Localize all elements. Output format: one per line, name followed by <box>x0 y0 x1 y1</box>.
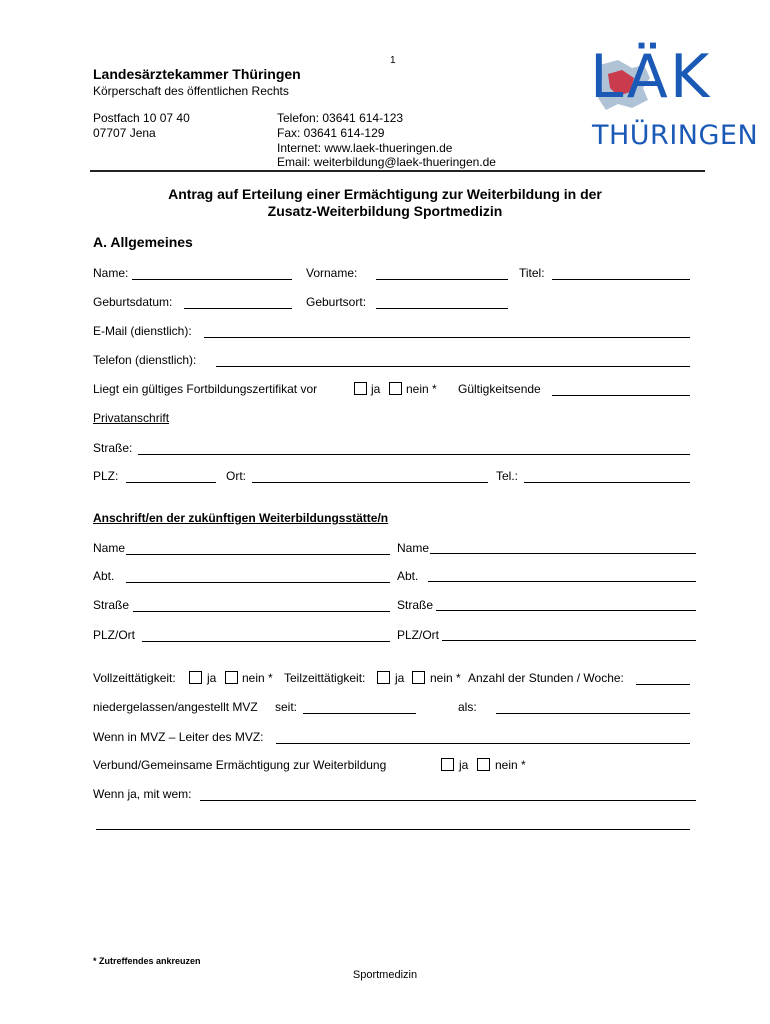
label-mvz-leiter: Wenn in MVZ – Leiter des MVZ: <box>93 730 264 744</box>
field-vorname[interactable] <box>376 279 508 280</box>
form-title-line-1: Antrag auf Erteilung einer Ermächtigung zur Weiterbildung in der <box>168 186 602 202</box>
field-strasse-staette-2[interactable] <box>436 610 696 611</box>
field-seit[interactable] <box>303 713 416 714</box>
verbund-ja-label: ja <box>459 758 469 772</box>
label-verbund: Verbund/Gemeinsame Ermächtigung zur Weiterbildung <box>93 758 387 772</box>
org-subtitle: Körperschaft des öffentlichen Rechts <box>93 84 289 98</box>
telefon: Telefon: 03641 614-123 <box>277 111 404 125</box>
zertifikat-nein-checkbox[interactable] <box>389 382 402 395</box>
field-plzort-2[interactable] <box>442 640 696 641</box>
teilzeit-ja-label: ja <box>395 671 405 685</box>
vollzeit-nein-checkbox[interactable] <box>225 671 238 684</box>
field-telefon[interactable] <box>216 366 690 367</box>
city: 07707 Jena <box>93 126 156 140</box>
field-titel[interactable] <box>552 279 690 280</box>
label-ort: Ort: <box>226 469 246 483</box>
org-name: Landesärztekammer Thüringen <box>93 66 301 82</box>
label-anzahl-stunden: Anzahl der Stunden / Woche: <box>468 671 624 685</box>
field-anzahl-stunden[interactable] <box>636 684 690 685</box>
postfach: Postfach 10 07 40 <box>93 111 190 125</box>
field-wenn-ja[interactable] <box>200 800 696 801</box>
field-plzort-1[interactable] <box>142 641 390 642</box>
verbund-ja-checkbox[interactable] <box>441 758 454 771</box>
field-strasse-staette-1[interactable] <box>133 611 390 612</box>
label-geburtsdatum: Geburtsdatum: <box>93 295 173 309</box>
label-zertifikat: Liegt ein gültiges Fortbildungszertifikat vor <box>93 382 318 396</box>
label-geburtsort: Geburtsort: <box>306 295 367 309</box>
page-footer: Sportmedizin <box>352 969 418 981</box>
zertifikat-ja-checkbox[interactable] <box>354 382 367 395</box>
label-gueltigkeitsende: Gültigkeitsende <box>458 382 541 396</box>
teilzeit-ja-checkbox[interactable] <box>377 671 390 684</box>
verbund-nein-label: nein * <box>495 758 526 772</box>
field-staette-name-1[interactable] <box>126 554 390 555</box>
zertifikat-nein-label: nein * <box>406 382 437 396</box>
field-abt-2[interactable] <box>428 581 696 582</box>
field-strasse[interactable] <box>138 454 690 455</box>
label-staette-name-1: Name <box>93 541 126 555</box>
vollzeit-ja-label: ja <box>207 671 217 685</box>
field-ort[interactable] <box>252 482 488 483</box>
field-abt-1[interactable] <box>126 582 390 583</box>
section-a-heading: A. Allgemeines <box>93 234 193 250</box>
label-tel: Tel.: <box>496 469 519 483</box>
field-email[interactable] <box>204 337 690 338</box>
label-titel: Titel: <box>519 266 545 280</box>
field-geburtsort[interactable] <box>376 308 508 309</box>
field-wenn-ja-continued[interactable] <box>96 829 690 830</box>
logo-lak-text: LÄK <box>590 42 712 112</box>
field-als[interactable] <box>496 713 690 714</box>
field-mvz-leiter[interactable] <box>276 743 690 744</box>
label-wenn-ja: Wenn ja, mit wem: <box>93 787 192 801</box>
label-plz: PLZ: <box>93 469 119 483</box>
label-plzort-1: PLZ/Ort <box>93 628 136 642</box>
laek-logo <box>588 42 759 158</box>
page-number: 1 <box>390 55 396 66</box>
teilzeit-nein-label: nein * <box>430 671 461 685</box>
zertifikat-ja-label: ja <box>371 382 381 396</box>
fax: Fax: 03641 614-129 <box>277 126 385 140</box>
staette-heading: Anschrift/en der zukünftigen Weiterbildungsstätte/n <box>93 511 389 525</box>
internet: Internet: www.laek-thueringen.de <box>277 141 453 155</box>
label-niedergelassen: niedergelassen/angestellt MVZ <box>93 700 258 714</box>
label-seit: seit: <box>275 700 298 714</box>
label-name: Name: <box>93 266 129 280</box>
label-vorname: Vorname: <box>306 266 358 280</box>
email: Email: weiterbildung@laek-thueringen.de <box>277 155 496 169</box>
vollzeit-ja-checkbox[interactable] <box>189 671 202 684</box>
label-email: E-Mail (dienstlich): <box>93 324 192 338</box>
label-teilzeit: Teilzeittätigkeit: <box>284 671 366 685</box>
label-telefon: Telefon (dienstlich): <box>93 353 197 367</box>
vollzeit-nein-label: nein * <box>242 671 273 685</box>
field-gueltigkeitsende[interactable] <box>552 395 690 396</box>
verbund-nein-checkbox[interactable] <box>477 758 490 771</box>
label-als: als: <box>458 700 477 714</box>
label-vollzeit: Vollzeittätigkeit: <box>93 671 176 685</box>
privatanschrift-heading: Privatanschrift <box>93 411 170 425</box>
field-name[interactable] <box>132 279 292 280</box>
footnote: * Zutreffendes ankreuzen <box>93 956 201 966</box>
teilzeit-nein-checkbox[interactable] <box>412 671 425 684</box>
form-title-line-2: Zusatz-Weiterbildung Sportmedizin <box>267 203 503 219</box>
field-geburtsdatum[interactable] <box>184 308 292 309</box>
label-plzort-2: PLZ/Ort <box>397 628 440 642</box>
header-divider <box>90 170 705 172</box>
label-strasse-staette-1: Straße <box>93 598 130 612</box>
logo-thueringen-text: THÜRINGEN <box>592 120 759 151</box>
field-tel[interactable] <box>524 482 690 483</box>
label-abt-2: Abt. <box>397 569 419 583</box>
field-plz[interactable] <box>126 482 216 483</box>
label-strasse-staette-2: Straße <box>397 598 434 612</box>
label-abt-1: Abt. <box>93 569 115 583</box>
label-strasse: Straße: <box>93 441 133 455</box>
field-staette-name-2[interactable] <box>430 553 696 554</box>
label-staette-name-2: Name <box>397 541 430 555</box>
